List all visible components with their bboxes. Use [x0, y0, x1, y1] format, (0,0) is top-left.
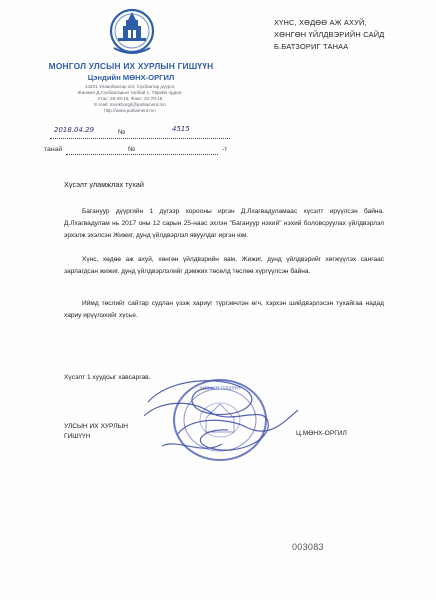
reply-number-label: №: [128, 146, 136, 153]
body-paragraph-1: [64, 206, 384, 242]
recipient-line-1: ХҮНС, ХӨДӨӨ АЖ АХУЙ,: [274, 18, 367, 27]
reply-line: [66, 146, 218, 155]
reply-to-label: танай: [44, 146, 63, 153]
enclosure-note: Хүсэлт 1 хуудсыг хавсаргав.: [64, 374, 151, 381]
body-paragraph-3-text: Иймд төслийг сайтар судлан үзэж хариуг түргэвчлэн өгч, хэрхэн шийдвэрлэсэн тухайгаа надад хариу ирүүлэхийг хүсье.: [64, 300, 384, 319]
body-paragraph-3: [64, 298, 384, 322]
stamp-text: УИХ-ЫН ГИШҮҮН: [199, 386, 241, 392]
reply-suffix: -т: [222, 146, 228, 153]
signature-title-line-1: УЛСЫН ИХ ХУРЛЫН: [64, 423, 128, 430]
emblem-icon: [104, 6, 160, 60]
signature-title-line-2: ГИШҮҮН: [64, 433, 91, 440]
contact-email: E-mail: munkhorgil@parliament.mn: [94, 102, 166, 107]
contact-address-2: Жанжин Д.Сүхбаатарын талбай 1, Төрийн ордон,: [77, 90, 183, 95]
contact-website: http://www.parliament.mn: [104, 108, 156, 113]
handwritten-date: 2018.04.29: [54, 126, 95, 134]
signature-name: Ц.МӨНХ-ОРГИЛ: [296, 430, 347, 437]
body-paragraph-2-text: Хүнс, хөдөө аж ахуй, хөнгөн үйлдвэрийн яам, Жижиг, дунд үйлдвэрийг хөгжүүлэх сангаас зарлагдсан жижиг, дунд үйлдвэрлэлийг дэмжих төсөлд төслөө хүргүүлсэн байна.: [64, 256, 384, 275]
body-paragraph-2: [64, 254, 384, 278]
stamp-and-signature: [118, 368, 318, 468]
subject-line: Хүсэлт уламжлах тухай: [64, 180, 144, 189]
number-label: №: [118, 129, 126, 136]
contact-phone: Утас: 26-29-18, Факс: 32-70-16: [97, 96, 163, 101]
document-number: 003083: [292, 542, 324, 552]
org-name: МОНГОЛ УЛСЫН ИХ ХУРЛЫН ГИШҮҮН: [48, 61, 214, 71]
handwritten-number: 4515: [172, 125, 190, 133]
body-paragraph-1-text: Багануур дүүргийн 1 дүгээр хорооны иргэн Д.Лхагвадуламаас хүсэлт ирүүлсэн байна. Д.Лхагвадулам нь 2017 оны 12 сарын 25-наас эхлэн "Багануур нэхий" нэхий боловсруулах үйлдвэрлэл эрхэлж эхэлсэн Жижиг, дунд үйлдвэрлэл явуулдаг иргэн юм.: [64, 208, 384, 239]
recipient-line-3: Б.БАТЗОРИГ ТАНАА: [274, 42, 349, 51]
recipient-line-2: ХӨНГӨН ҮЙЛДВЭРИЙН САЙД: [274, 30, 385, 39]
contact-address: 14201 Улаанбаатар хот, Сүхбаатар дүүрэг,: [84, 84, 176, 89]
member-name: Цэндийн МӨНХ-ОРГИЛ: [87, 73, 175, 82]
